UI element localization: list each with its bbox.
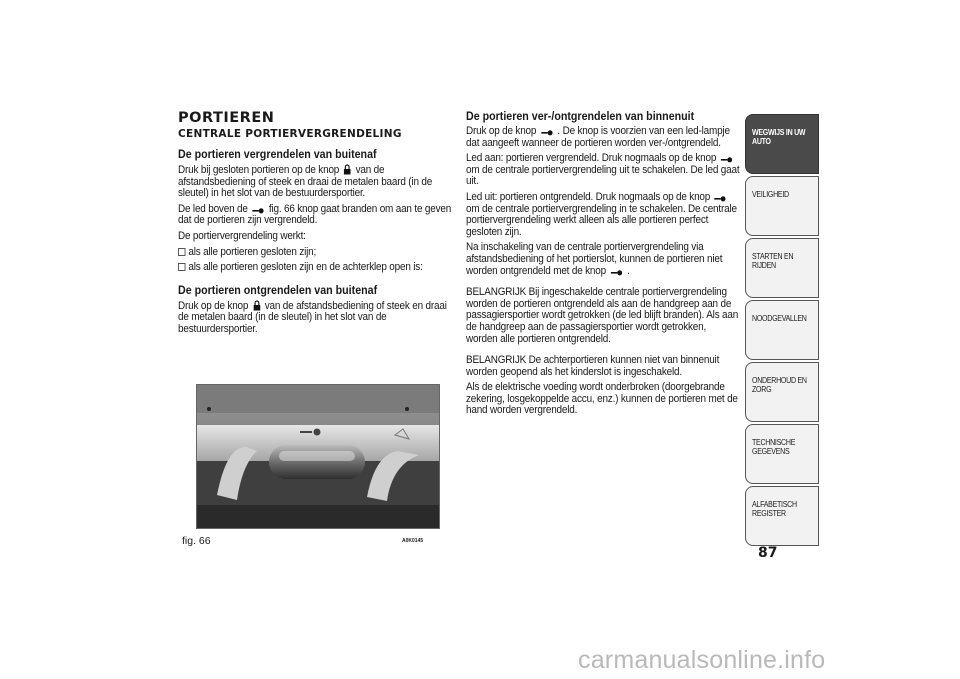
figure-door-lock-button — [196, 384, 440, 529]
right-column — [466, 110, 741, 421]
door-panel-photo — [197, 385, 440, 529]
paragraph-remote: Na inschakeling van de centrale portiervergrendeling via afstandsbediening of het portierslot, kunnen de portieren niet worden ontgrendeld met de knop . — [466, 241, 723, 277]
paragraph-works: De portiervergrendeling werkt: — [178, 229, 306, 242]
paragraph-led-off: Led uit: portieren ontgrendeld. Druk nogmaals op de knop om de centrale portiervergrendeling in te schakelen. De centrale portiervergrendeling werkt alleen als alle portieren perfect gesloten zijn. — [466, 190, 737, 238]
paragraph-important-2: BELANGRIJK De achterportieren kunnen niet van binnenuit worden geopend als het kinderslot is ingeschakeld. — [466, 354, 720, 378]
figure-caption: fig. 66 — [182, 535, 211, 547]
paragraph-led-on: Led aan: portieren vergrendeld. Druk nogmaals op de knop om de centrale portiervergrendeling uit te schakelen. De led gaat uit. — [466, 152, 740, 188]
key-lock-button-icon — [721, 156, 733, 163]
chapter-tabs — [745, 114, 819, 548]
bullet-box-icon — [178, 263, 186, 271]
paragraph-important-1: BELANGRIJK Bij ingeschakelde centrale portiervergrendeling worden de portieren ontgrendeld als aan de handgreep aan de passagiersportier wordt getrokken (de led blijft branden). Als aan de handgreep aan de passagiersportier wordt getrokken, worden alle portieren ontgrendeld. — [466, 286, 739, 345]
watermark: carmanualsonline.info — [578, 646, 826, 674]
key-lock-button-icon — [610, 269, 622, 276]
heading-lock-inside: De portieren ver-/ontgrendelen van binnenuit — [466, 110, 695, 123]
subsection-title: CENTRALE PORTIERVERGRENDELING — [178, 128, 402, 140]
tab-noodgevallen[interactable]: NOODGEVALLEN — [745, 300, 819, 360]
bullet-item: als alle portieren gesloten zijn en de achterklep open is: — [178, 262, 457, 274]
paragraph-lock-outside: Druk bij gesloten portieren op de knop van de afstandsbediening of steek en draai de metalen baard (in de sleutel) in het slot van de bestuurdersportier. — [178, 164, 433, 200]
paragraph-power: Als de elektrische voeding wordt onderbroken (doorgebrande zekering, losgekoppelde accu, enz.) kunnen de portieren met de hand worden vergrendeld. — [466, 381, 738, 417]
key-lock-button-icon — [541, 129, 553, 136]
tab-technische[interactable]: TECHNISCHE GEGEVENS — [745, 424, 819, 484]
bullet-item: als alle portieren gesloten zijn; — [178, 247, 457, 259]
heading-lock-outside: De portieren vergrendelen van buitenaf — [178, 148, 377, 161]
section-title: PORTIEREN — [178, 110, 275, 126]
paragraph-led: De led boven de fig. 66 knop gaat branden om aan te geven dat de portieren zijn vergrendeld. — [178, 202, 452, 227]
paragraph-press-button: Druk op de knop . De knop is voorzien van een led-lampje dat aangeeft wanneer de portieren worden ver-/ontgrendeld. — [466, 125, 730, 149]
lock-icon — [253, 300, 261, 311]
key-lock-button-icon — [715, 195, 727, 202]
tab-register[interactable]: ALFABETISCH REGISTER — [745, 486, 819, 546]
tab-starten[interactable]: STARTEN EN RIJDEN — [745, 238, 819, 298]
figure-code: A0K0145 — [402, 538, 424, 544]
bullet-box-icon — [178, 248, 186, 256]
lock-icon — [344, 164, 352, 175]
heading-unlock-outside: De portieren ontgrendelen van buitenaf — [178, 283, 378, 297]
page-number: 87 — [758, 545, 778, 561]
tab-veiligheid[interactable]: VEILIGHEID — [745, 176, 819, 236]
tab-onderhoud[interactable]: ONDERHOUD EN ZORG — [745, 362, 819, 422]
tab-wegwijs[interactable]: WEGWIJS IN UW AUTO — [745, 114, 819, 174]
left-column — [178, 110, 458, 340]
key-lock-button-icon — [252, 207, 264, 214]
paragraph-unlock-outside: Druk op de knop van de afstandsbediening of steek en draai de metalen baard (in de sleutel) in het slot van de bestuurdersportier. — [178, 299, 447, 335]
